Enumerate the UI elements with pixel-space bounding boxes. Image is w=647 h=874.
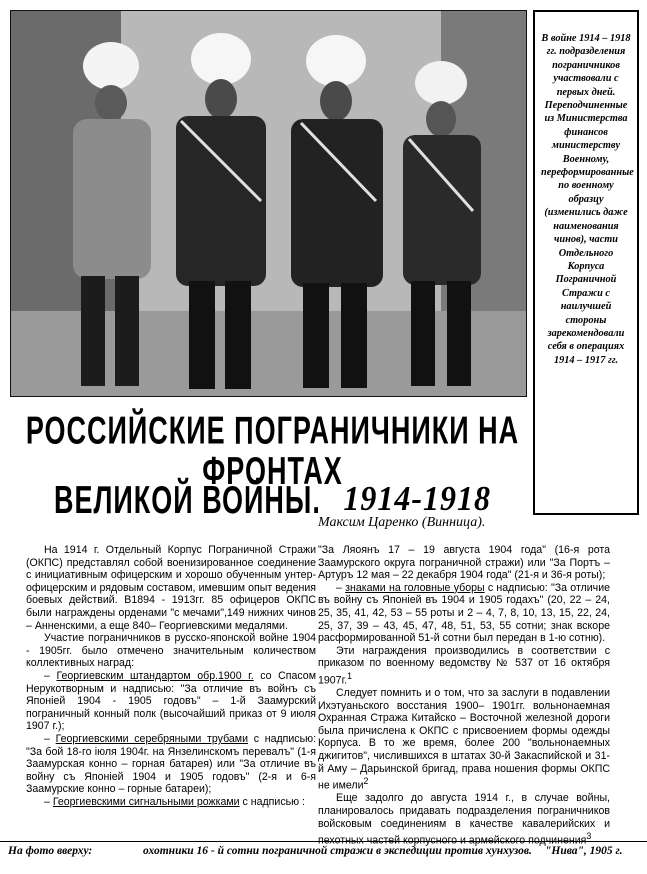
headline-line-1: РОССИЙСКИЕ ПОГРАНИЧНИКИ НА ФРОНТАХ bbox=[25, 408, 520, 493]
paragraph: – Георгиевским штандартом обр.1900 г. со Спасом Нерукотворным и надписью: "За отличие въ войнъ съ Японiей 1904 - 1905 годовъ" – 1-й Заамурский пограничный конный полк (высочайший приказ от 9 июля 1907 г.); bbox=[26, 669, 316, 733]
headline-years: 1914-1918 bbox=[343, 478, 492, 518]
paragraph-text: с надписью: "За отличие въ войну съ Японiей въ 1904 и 1905 годахъ" (20, 22 – 24, 25, 35, 41, 42, 53 – 55 роты и 2 – 4, 7, 8, 10, 13, 15, 22, 24, 25, 37, 39 – 43, 45, 47, 48, 51, 53, 55 сотни; знак вскоре расформированной 51-й сотни был передан в 1-ю сотню). bbox=[318, 581, 610, 645]
award-name: знаками на головные уборы bbox=[345, 581, 485, 594]
headline bbox=[20, 408, 525, 522]
footnote-ref: 1 bbox=[347, 670, 353, 681]
headline-line-2-words: ВЕЛИКОЙ ВОЙНЫ. bbox=[53, 478, 321, 522]
paragraph-text: со Спасом Нерукотворным и надписью: "За отличие въ войнъ съ Японiей 1904 - 1905 годовъ" – 1-й Заамурский пограничный конный полк (высочайший приказ от 9 июля 1907 г.); bbox=[26, 669, 316, 733]
paragraph: – Георгиевскими серебряными трубами с надписью: "За бой 18-го iюля 1904г. на Янзелинскомъ перевалъ" (1-я Заамурская конно – горная батарея) или "За отличие въ войну съ Японiей 1904 и 1905 годовъ" (2-я и 6-я Заамурские конно – горные батареи); bbox=[26, 732, 317, 796]
award-name: Георгиевским штандартом обр.1900 г. bbox=[56, 669, 254, 682]
footnote-ref: 2 bbox=[363, 776, 369, 787]
award-name: Георгиевскими сигнальными рожками bbox=[52, 795, 240, 808]
paragraph bbox=[318, 687, 610, 792]
headline-line-2 bbox=[20, 478, 525, 522]
sidebar-box bbox=[533, 10, 639, 515]
paragraph-text: с надписью: "За бой 18-го iюля 1904г. на Янзелинскомъ перевалъ" (1-я Заамурская конно – горная батарея) или "За отличие въ войну съ Японiей 1904 и 1905 годовъ" (2-я и 6-я Заамурские конно – горные батареи); bbox=[26, 732, 317, 796]
paragraph-text: Эти награждения производились в соответствии с приказом по военному ведомству № 537 от 16 октября 1907г. bbox=[318, 644, 610, 687]
paragraph: На 1914 г. Отдельный Корпус Пограничной Стражи (ОКПС) представлял собой военизированное соединение с инициативным офицерским и хорошо обученным унтер-офицерским и рядовым составом, имевшим опыт ведения боевых действий. В1894 - 1913гг. 85 офицеров ОКПС были награждены орденами "с мечами",149 нижних чинов – Анненскими, а еще 840– Георгиевскими медалями. bbox=[26, 544, 316, 632]
author-byline: Максим Царенко (Винница). bbox=[318, 515, 486, 530]
paragraph: "За Ляоянъ 17 – 19 августа 1904 года" (16-я рота Заамурского округа пограничной стражи) или "За Портъ – Артуръ 12 мая – 22 декабря 1904 года" (21-я и 36-я роты); bbox=[318, 544, 610, 582]
paragraph: – знаками на головные уборы с надписью: "За отличие въ войну съ Японiей въ 1904 и 1905 годахъ" (20, 22 – 24, 25, 35, 41, 42, 53 – 55 роты и 2 – 4, 7, 8, 10, 13, 15, 22, 24, 25, 37, 39 – 43, 45, 47, 48, 51, 53, 55 сотни; знак вскоре расформированной 51-й сотни был передан в 1-ю сотню). bbox=[318, 581, 610, 645]
paragraph bbox=[318, 792, 610, 847]
historical-photo bbox=[10, 10, 527, 397]
paragraph: Участие пограничников в русско-японской войне 1904 - 1905гг. было отмечено значительным количеством коллективных наград: bbox=[26, 632, 316, 670]
paragraph-text: с надписью : bbox=[239, 795, 305, 808]
paragraph-text: Следует помнить и о том, что за заслуги в подавлении Ихэтуаньского восстания 1900– 1901гг. вольнонаемная Охранная Стража Китайско – Восточной железной дороги была причислена к ОКПС с присвоением формы одежды Корпуса. В то же время, более 200 "вольнонаемных джигитов", числившихся в штатах 30-й Закаспийской и 31-й Аму – Дарьинской бригад, права ношения формы ОКПС не имели bbox=[318, 687, 610, 792]
caption-label: На фото вверху: bbox=[8, 845, 93, 857]
sidebar-text: В войне 1914 – 1918 гг. подразделения пограничников участвовали с первых дней. Переподчиненные из Министерства финансов министерству Военному, переформированные по военному образцу (изменились даже наименования чинов), части Отдельного Корпуса Пограничной Стражи с наилучшей стороны зарекомендовали себя в операциях 1914 – 1917 гг. bbox=[541, 33, 634, 366]
paragraph-text: Еще задолго до августа 1914 г., в случае войны, планировалось придавать подразделения пограничников войсковым соединениям в качестве кавалерийских и пехотных частей корпусного и армейского подчинения bbox=[318, 792, 610, 847]
caption-source: "Нива", 1905 г. bbox=[545, 845, 623, 857]
photo-caption bbox=[0, 841, 647, 862]
article-column-right bbox=[318, 544, 610, 847]
soldiers-photo-illustration bbox=[11, 11, 526, 396]
award-name: Георгиевскими серебряными трубами bbox=[55, 732, 249, 745]
caption-text: охотники 16 - й сотни пограничной стражи в экспедиции против хунхузов. bbox=[143, 845, 532, 857]
article-column-left bbox=[26, 544, 316, 808]
paragraph bbox=[318, 645, 610, 687]
footnote-ref: 3 bbox=[586, 831, 592, 842]
paragraph: – Георгиевскими сигнальными рожками с надписью : bbox=[44, 795, 305, 808]
